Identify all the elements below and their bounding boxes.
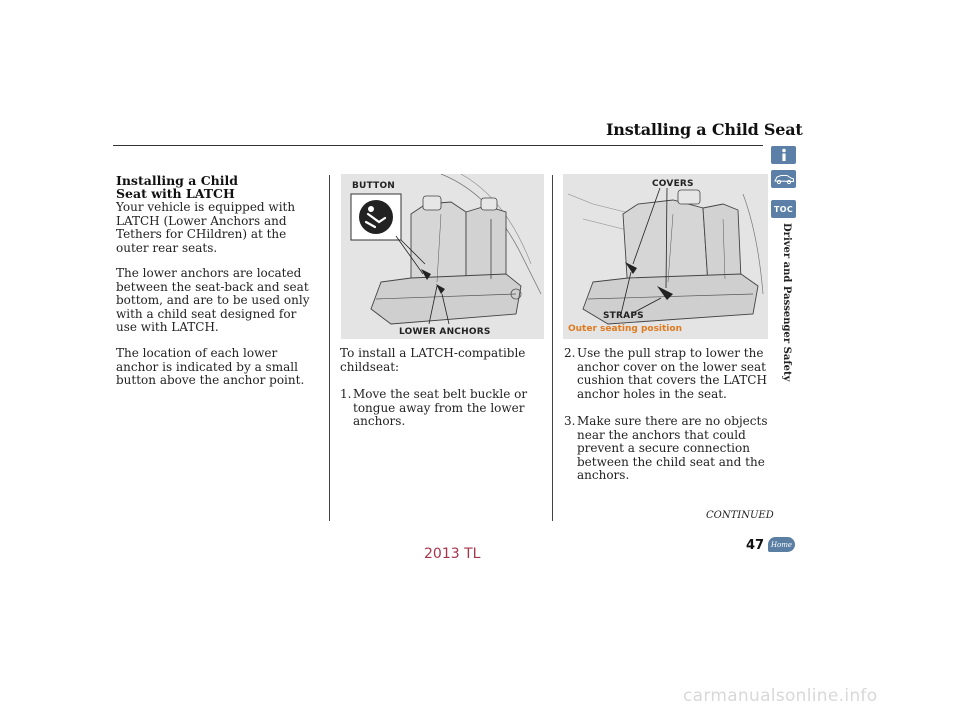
- paragraph: The location of each lower anchor is indicated by a small button above the anchor point.: [116, 346, 305, 388]
- info-glyph-icon: [779, 148, 789, 162]
- car-icon: [773, 173, 795, 185]
- home-label: Home: [770, 540, 793, 549]
- outer-seat-illustration: [563, 174, 768, 339]
- info-icon[interactable]: [771, 146, 796, 164]
- figure-caption: Outer seating position: [568, 324, 682, 334]
- figure-label-lower-anchors: LOWER ANCHORS: [399, 327, 491, 337]
- continued-label: CONTINUED: [706, 510, 774, 521]
- paragraph: Your vehicle is equipped with LATCH (Lower Anchors and Tethers for CHildren) at the outer rear seats.: [116, 200, 296, 255]
- step-1: [340, 388, 545, 429]
- model-label: 2013 TL: [424, 546, 481, 562]
- step-3: [564, 415, 769, 483]
- title-divider: [113, 145, 763, 146]
- page-number: 47: [746, 538, 765, 553]
- column-divider: [552, 175, 553, 521]
- section-heading-line2: Seat with LATCH: [116, 186, 235, 201]
- toc-label: TOC: [773, 204, 794, 214]
- step-2: [564, 347, 769, 401]
- home-button[interactable]: [768, 537, 795, 552]
- figure-label-straps: STRAPS: [603, 311, 644, 321]
- step-text: Make sure there are no objects near the anchors that could prevent a secure connection between the child seat and the anchors.: [577, 414, 768, 483]
- intro-text: To install a LATCH-compatible childseat:: [340, 346, 526, 374]
- paragraph: The lower anchors are located between the seat-back and seat bottom, and are to be used only with a child seat designed for use with LATCH.: [116, 266, 310, 335]
- figure-label-button: BUTTON: [352, 181, 396, 191]
- toc-button[interactable]: [771, 200, 796, 218]
- page-title: Installing a Child Seat: [606, 120, 803, 139]
- section-tab[interactable]: Driver and Passenger Safety: [781, 223, 792, 382]
- outer-seat-covers-figure: [563, 174, 768, 339]
- step-number: 2.: [564, 346, 576, 360]
- step-number: 1.: [340, 387, 352, 401]
- column-divider: [329, 175, 330, 521]
- step-number: 3.: [564, 414, 576, 428]
- rear-seat-illustration: [341, 174, 544, 339]
- section-heading: [116, 174, 316, 200]
- rear-seat-button-figure: [341, 174, 544, 339]
- figure-label-covers: COVERS: [652, 179, 694, 189]
- section-heading-line1: Installing a Child: [116, 173, 238, 188]
- watermark: carmanualsonline.info: [683, 686, 878, 706]
- step-text: Move the seat belt buckle or tongue away from the lower anchors.: [353, 387, 528, 429]
- vehicle-index-icon[interactable]: [771, 170, 796, 188]
- step-text: Use the pull strap to lower the anchor cover on the lower seat cushion that covers the LATCH anchor holes in the seat.: [577, 346, 767, 401]
